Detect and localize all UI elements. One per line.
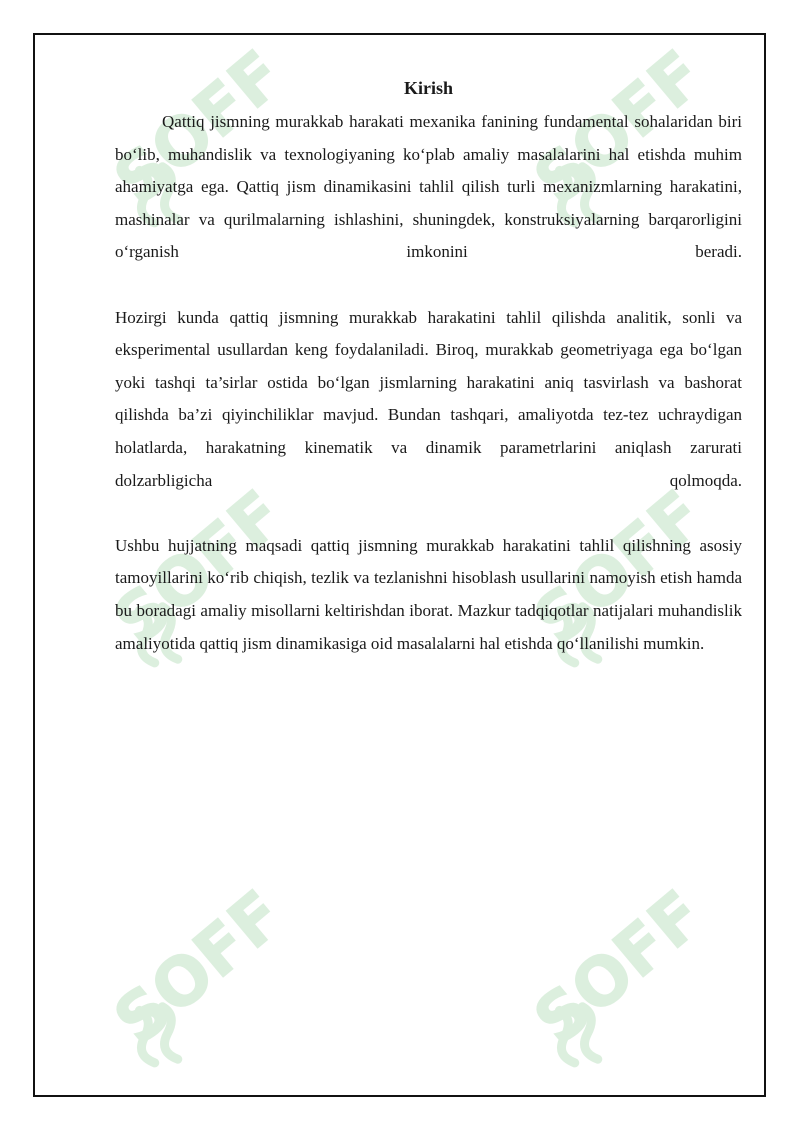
document-body (115, 72, 742, 660)
paragraph-gap (115, 497, 742, 530)
document-title: Kirish (403, 78, 453, 98)
paragraph-gap (115, 269, 742, 302)
paragraph-intro: Qattiq jismning murakkab harakati mexanika fanining fundamental sohalaridan biri bo‘lib, muhandislik va texnologiyaning ko‘plab amaliy masalalarini hal etishda muhim ahamiyatga ega. Qattiq jism dinamikasini tahlil qilish turli mexanizmlarning harakatini, mashinalar va qurilmalarning ishlashini, shuningdek, konstruksiyalarning barqarorligini o‘rganish imkonini beradi. (115, 112, 742, 262)
paragraph-goal: Ushbu hujjatning maqsadi qattiq jismning murakkab harakatini tahlil qilishning asosiy tamoyillarini ko‘rib chiqish, tezlik va tezlanishni hisoblash usullarini namoyish etish hamda bu boradagi amaliy misollarni keltirishdan iborat. Mazkur tadqiqotlar natijalari muhandislik amaliyotida qattiq jism dinamikasiga oid masalalarni hal etishda qo‘llanilishi mumkin. (115, 535, 742, 653)
paragraph-methods: Hozirgi kunda qattiq jismning murakkab harakatini tahlil qilishda analitik, sonli va eksperimental usullardan keng foydalaniladi. Biroq, murakkab geometriyaga ega bo‘lgan yoki tashqi ta’sirlar ostida bo‘lgan jismlarning harakatini aniq tasvirlash va bashorat qilishda ba’zi qiyinchiliklar mavjud. Bundan tashqari, amaliyotda tez-tez uchraydigan holatlarda, harakatning kinematik va dinamik parametrlarini aniqlash zarurati dolzarbligicha qolmoqda. (115, 307, 742, 490)
